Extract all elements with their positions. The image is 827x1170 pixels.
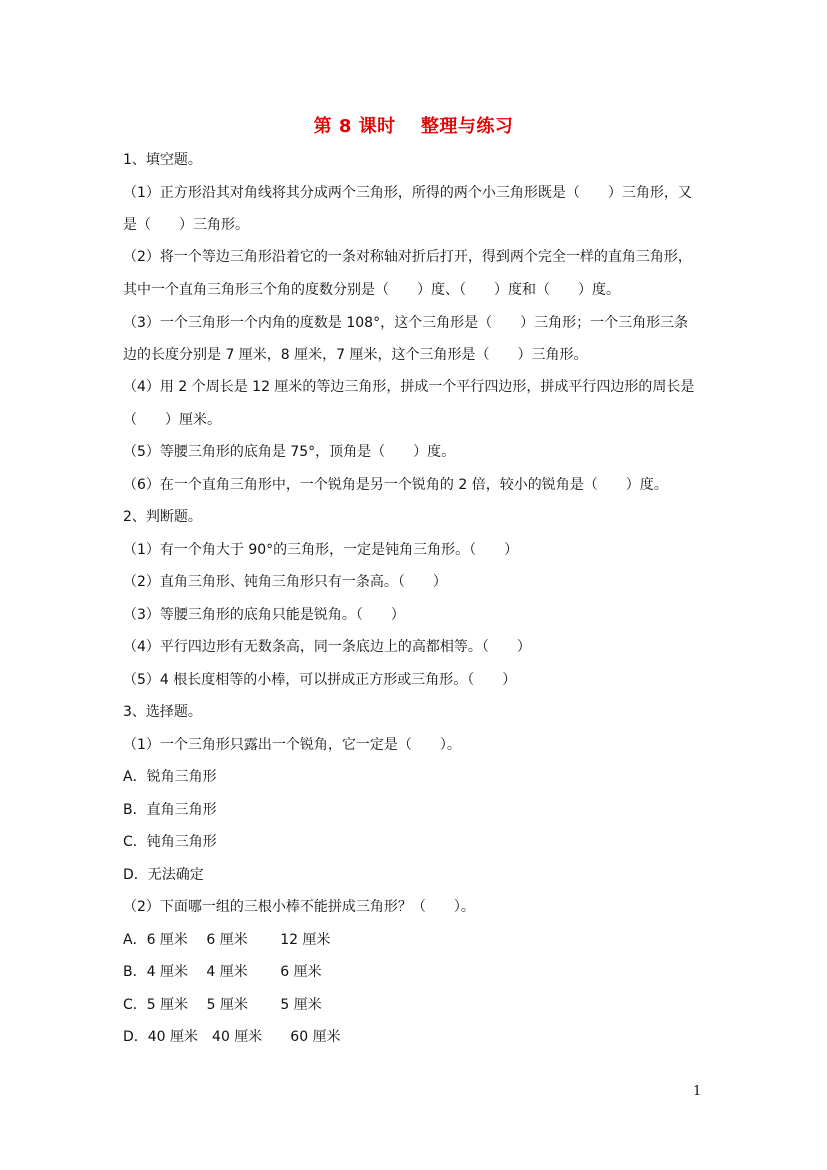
page-title: 第 8 课时 整理与练习 <box>313 116 514 137</box>
section-heading-fill: 1、填空题。 <box>123 152 202 168</box>
choice-question-2-option-a: A．6 厘米 6 厘米 12 厘米 <box>123 932 331 948</box>
fill-question-3-line-2: 边的长度分别是 7 厘米，8 厘米，7 厘米，这个三角形是（ ）三角形。 <box>123 347 588 363</box>
fill-question-2-line-2: 其中一个直角三角形三个角的度数分别是（ ）度、（ ）度和（ ）度。 <box>123 282 620 298</box>
fill-question-1-line-1: （1）正方形沿其对角线将其分成两个三角形，所得的两个小三角形既是（ ）三角形，又 <box>123 185 692 201</box>
fill-question-3-line-1: （3）一个三角形一个内角的度数是 108°，这个三角形是（ ）三角形；一个三角形三条 <box>123 315 689 331</box>
judge-question-2: （2）直角三角形、钝角三角形只有一条高。（ ） <box>123 574 447 590</box>
fill-question-6: （6）在一个直角三角形中，一个锐角是另一个锐角的 2 倍，较小的锐角是（ ）度。 <box>123 477 668 493</box>
choice-question-1: （1）一个三角形只露出一个锐角，它一定是（ ）。 <box>123 737 461 753</box>
section-heading-judge: 2、判断题。 <box>123 509 202 525</box>
choice-question-2-option-b: B．4 厘米 4 厘米 6 厘米 <box>123 964 322 980</box>
choice-question-2-option-c: C．5 厘米 5 厘米 5 厘米 <box>123 997 322 1013</box>
page-number: 1 <box>693 1084 702 1099</box>
choice-question-1-option-a: A．锐角三角形 <box>123 769 217 785</box>
fill-question-1-line-2: 是（ ）三角形。 <box>123 217 249 233</box>
judge-question-3: （3）等腰三角形的底角只能是锐角。（ ） <box>123 607 405 623</box>
choice-question-1-option-b: B．直角三角形 <box>123 802 217 818</box>
choice-question-2: （2）下面哪一组的三根小棒不能拼成三角形？（ ）。 <box>123 899 475 915</box>
fill-question-5: （5）等腰三角形的底角是 75°，顶角是（ ）度。 <box>123 444 456 460</box>
fill-question-2-line-1: （2）将一个等边三角形沿着它的一条对称轴对折后打开，得到两个完全一样的直角三角形， <box>123 249 692 265</box>
section-heading-choice: 3、选择题。 <box>123 704 202 720</box>
choice-question-1-option-c: C．钝角三角形 <box>123 834 217 850</box>
fill-question-4-line-2: （ ）厘米。 <box>123 412 221 428</box>
choice-question-1-option-d: D．无法确定 <box>123 867 204 883</box>
judge-question-1: （1）有一个角大于 90°的三角形，一定是钝角三角形。（ ） <box>123 542 519 558</box>
judge-question-4: （4）平行四边形有无数条高，同一条底边上的高都相等。（ ） <box>123 639 531 655</box>
choice-question-2-option-d: D．40 厘米 40 厘米 60 厘米 <box>123 1029 341 1045</box>
fill-question-4-line-1: （4）用 2 个周长是 12 厘米的等边三角形，拼成一个平行四边形，拼成平行四边形的周长是 <box>123 379 695 395</box>
judge-question-5: （5）4 根长度相等的小棒，可以拼成正方形或三角形。（ ） <box>123 672 517 688</box>
